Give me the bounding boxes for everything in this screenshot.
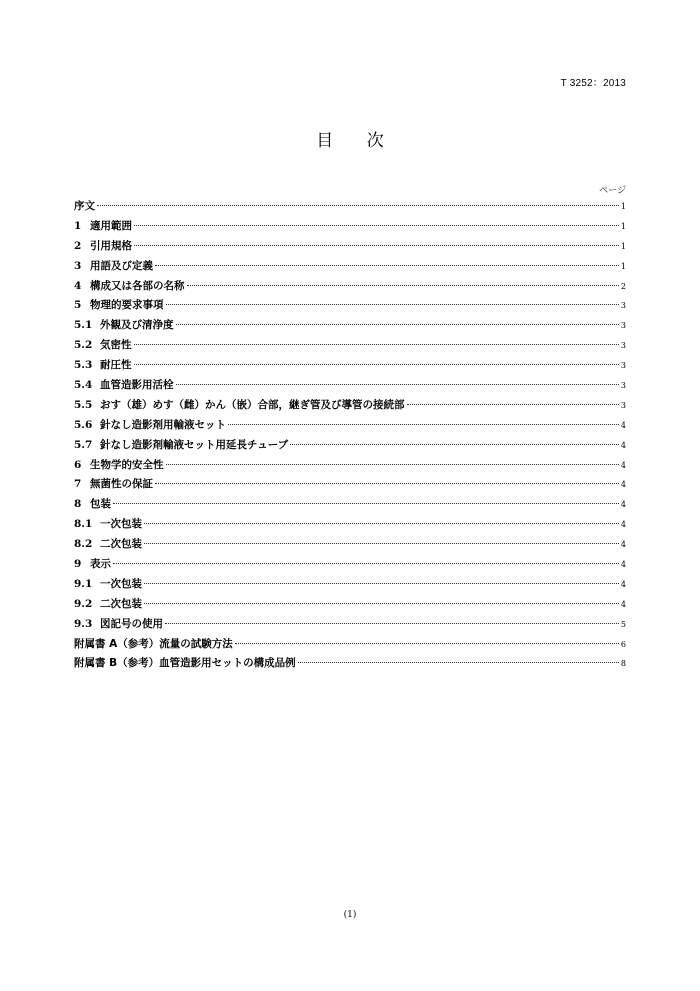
dot-leader [298, 662, 619, 663]
toc-entry-number: 9.2 [74, 597, 93, 610]
toc-entry-title: 無菌性の保証 [90, 478, 153, 491]
toc-entry-title: 血管造影用活栓 [100, 379, 174, 392]
toc-entry[interactable] [74, 357, 626, 377]
toc-entry[interactable] [74, 377, 626, 397]
toc-entry-number: 9.3 [74, 617, 93, 630]
toc-entry-page: 6 [620, 639, 626, 649]
toc-entry-page: 4 [620, 460, 626, 470]
dot-leader [228, 424, 619, 425]
toc-entry-number: 5.5 [74, 398, 93, 411]
toc-entry-number: 5.3 [74, 359, 93, 372]
toc-entry[interactable] [74, 417, 626, 437]
toc-entry-number: 5.6 [74, 418, 93, 431]
toc-entry[interactable] [74, 278, 626, 298]
toc-entry-number: 2 [74, 239, 82, 252]
toc-entry-title: 包装 [90, 498, 111, 511]
dot-leader [155, 483, 619, 484]
toc-entry-page: 1 [620, 221, 626, 231]
toc-entry-page: 1 [620, 241, 626, 251]
toc-entry-title: 適用範囲 [90, 219, 132, 232]
document-number: T 3252：2013 [560, 78, 626, 89]
toc-entry[interactable] [74, 596, 626, 616]
dot-leader [176, 384, 619, 385]
toc-entry-page: 3 [620, 381, 626, 391]
toc-entry-title: 一次包装 [100, 518, 142, 531]
dot-leader [144, 543, 619, 544]
toc-entry-page: 8 [620, 659, 626, 669]
toc-entry-page: 5 [620, 619, 626, 629]
toc-entry-title: 外観及び清浄度 [100, 319, 174, 332]
toc-entry-page: 4 [620, 560, 626, 570]
toc-entry-title: 物理的要求事項 [90, 299, 164, 312]
toc-entry-title: おす（雄）めす（雌）かん（嵌）合部，継ぎ管及び導管の接続部 [100, 398, 405, 411]
toc-entry[interactable] [74, 238, 626, 258]
toc-entry-page: 4 [620, 500, 626, 510]
toc-entry[interactable] [74, 258, 626, 278]
page-number: (1) [343, 910, 357, 920]
toc-entry-title: 二次包装 [100, 597, 142, 610]
toc-entry-page: 4 [620, 599, 626, 609]
dot-leader [166, 304, 619, 305]
toc-entry-page: 3 [620, 301, 626, 311]
dot-leader [134, 344, 619, 345]
toc-entry[interactable] [74, 198, 626, 218]
toc-entry-page: 4 [620, 520, 626, 530]
dot-leader [134, 225, 619, 226]
toc-entry-number: 6 [74, 458, 82, 471]
dot-leader [113, 563, 619, 564]
toc-entry-number: 3 [74, 259, 82, 272]
toc-entry-number: 9.1 [74, 577, 93, 590]
toc-entry-number: 5.7 [74, 438, 93, 451]
toc-entry[interactable] [74, 218, 626, 238]
page-column-label: ページ [599, 186, 626, 196]
toc-entry-title: 針なし造影剤輸液セット用延長チューブ [100, 438, 289, 451]
toc-entry-page: 3 [620, 321, 626, 331]
toc-entry[interactable] [74, 556, 626, 576]
toc-entry[interactable] [74, 636, 626, 656]
toc-entry-number: 9 [74, 558, 82, 571]
toc-entry-number: 4 [74, 279, 82, 292]
toc-entry-title: 図記号の使用 [100, 617, 163, 630]
toc-entry[interactable] [74, 536, 626, 556]
toc-entry-page: 4 [620, 440, 626, 450]
dot-leader [144, 523, 619, 524]
dot-leader [176, 324, 619, 325]
toc-entry-number: 5 [74, 299, 82, 312]
toc-entry[interactable] [74, 496, 626, 516]
toc-entry-title: 気密性 [100, 339, 132, 352]
dot-leader [235, 643, 619, 644]
toc-entry-title: 用語及び定義 [90, 259, 153, 272]
toc-entry-title: 生物学的安全性 [90, 458, 164, 471]
toc-entry[interactable] [74, 337, 626, 357]
toc-entry-page: 1 [620, 261, 626, 271]
dot-leader [134, 245, 619, 246]
toc-entry-page: 3 [620, 400, 626, 410]
toc-entry-title: 序文 [74, 200, 95, 212]
toc-entry-title: 二次包装 [100, 538, 142, 551]
toc-entry[interactable] [74, 576, 626, 596]
toc-entry-number: 5.1 [74, 319, 93, 332]
toc-entry-title: 附属書 B（参考）血管造影用セットの構成品例 [74, 657, 296, 670]
toc-entry-page: 4 [620, 579, 626, 589]
table-of-contents [74, 198, 626, 675]
toc-entry-page: 2 [620, 281, 626, 291]
dot-leader [407, 404, 619, 405]
toc-entry[interactable] [74, 397, 626, 417]
toc-entry-title: 針なし造影剤用輸液セット [100, 418, 226, 431]
toc-entry[interactable] [74, 476, 626, 496]
toc-entry-page: 4 [620, 420, 626, 430]
toc-entry-page: 3 [620, 361, 626, 371]
toc-entry-title: 引用規格 [90, 239, 132, 252]
dot-leader [165, 623, 619, 624]
dot-leader [290, 444, 619, 445]
toc-entry[interactable] [74, 457, 626, 477]
toc-entry[interactable] [74, 616, 626, 636]
toc-entry-number: 8 [74, 498, 82, 511]
toc-entry-title: 耐圧性 [100, 359, 132, 372]
toc-entry-title: 表示 [90, 558, 111, 571]
dot-leader [166, 464, 619, 465]
toc-entry[interactable] [74, 655, 626, 675]
dot-leader [155, 265, 619, 266]
toc-entry[interactable] [74, 297, 626, 317]
dot-leader [144, 583, 619, 584]
toc-entry-number: 8.1 [74, 518, 93, 531]
dot-leader [187, 285, 619, 286]
toc-entry[interactable] [74, 516, 626, 536]
toc-entry[interactable] [74, 437, 626, 457]
toc-entry-page: 1 [620, 202, 626, 211]
toc-entry-number: 5.4 [74, 379, 93, 392]
dot-leader [144, 603, 619, 604]
toc-entry[interactable] [74, 317, 626, 337]
dot-leader [113, 503, 619, 504]
toc-entry-number: 1 [74, 219, 82, 232]
dot-leader [97, 205, 619, 206]
toc-entry-title: 構成又は各部の名称 [90, 279, 185, 292]
toc-entry-page: 4 [620, 480, 626, 490]
toc-entry-title: 一次包装 [100, 577, 142, 590]
dot-leader [134, 364, 619, 365]
toc-entry-number: 7 [74, 478, 82, 491]
toc-entry-page: 3 [620, 341, 626, 351]
toc-title: 目 次 [316, 131, 398, 151]
toc-entry-title: 附属書 A（参考）流量の試験方法 [74, 637, 233, 650]
toc-entry-number: 8.2 [74, 538, 93, 551]
toc-entry-number: 5.2 [74, 339, 93, 352]
toc-entry-page: 4 [620, 540, 626, 550]
